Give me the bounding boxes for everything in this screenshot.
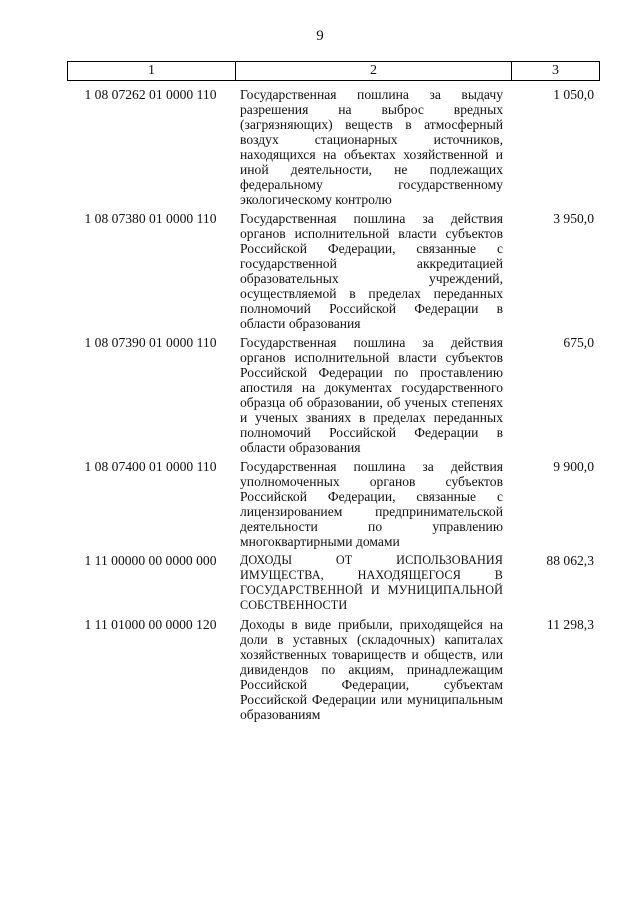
table-row — [67, 335, 600, 455]
revenue-name: Государственная пошлина за действия органов исполнительной власти субъектов Российской Федерации по проставлению апостиля на документах государственного образца об образовании, об ученых степенях и ученых званиях в пределах переданных полномочий Российской Федерации в области образования — [240, 335, 503, 455]
amount: 1 050,0 — [553, 87, 594, 102]
table-row — [67, 459, 600, 549]
budget-code: 1 11 01000 00 0000 120 — [84, 617, 217, 632]
table-row — [67, 211, 600, 331]
table-row — [67, 553, 600, 613]
column-header-2: 2 — [236, 62, 512, 80]
page-number: 9 — [316, 28, 324, 44]
revenue-name: ДОХОДЫ ОТ ИСПОЛЬЗОВАНИЯ ИМУЩЕСТВА, НАХОДЯЩЕГОСЯ В ГОСУДАРСТВЕННОЙ И МУНИЦИПАЛЬНОЙ СОБСТВЕННОСТИ — [240, 553, 503, 612]
table-header — [67, 61, 600, 81]
column-header-3: 3 — [552, 63, 559, 78]
revenue-name: Государственная пошлина за выдачу разрешения на выброс вредных (загрязняющих) веществ в атмосферный воздух стационарных источников, находящихся на объектах хозяйственной и иной деятельности, не подлежащих федеральному государственному экологическому контролю — [240, 87, 503, 207]
table-row — [67, 617, 600, 722]
table-body — [67, 87, 600, 726]
amount: 675,0 — [563, 335, 594, 350]
budget-code: 1 08 07380 01 0000 110 — [84, 211, 217, 226]
revenue-name: Государственная пошлина за действия уполномоченных органов субъектов Российской Федерации, связанные с лицензированием предпринимательской деятельности по управлению многоквартирными домами — [240, 459, 503, 549]
amount: 11 298,3 — [546, 617, 594, 632]
revenue-name: Государственная пошлина за действия органов исполнительной власти субъектов Российской Федерации, связанные с государственной аккредитацией образовательных учреждений, осуществляемой в пределах переданных полномочий Российской Федерации в области образования — [240, 211, 503, 331]
amount: 9 900,0 — [553, 459, 594, 474]
revenue-name: Доходы в виде прибыли, приходящейся на доли в уставных (складочных) капиталах хозяйственных товариществ и обществ, или дивидендов по акциям, принадлежащим Российской Федерации, субъектам Российской Федерации или муниципальным образованиям — [240, 617, 503, 722]
amount: 3 950,0 — [553, 211, 594, 226]
column-header-1: 1 — [68, 62, 236, 80]
budget-code: 1 08 07400 01 0000 110 — [84, 459, 217, 474]
budget-code: 1 08 07262 01 0000 110 — [84, 87, 217, 102]
amount: 88 062,3 — [546, 553, 594, 568]
budget-code: 1 11 00000 00 0000 000 — [84, 553, 217, 568]
table-row — [67, 87, 600, 207]
budget-code: 1 08 07390 01 0000 110 — [84, 335, 217, 350]
